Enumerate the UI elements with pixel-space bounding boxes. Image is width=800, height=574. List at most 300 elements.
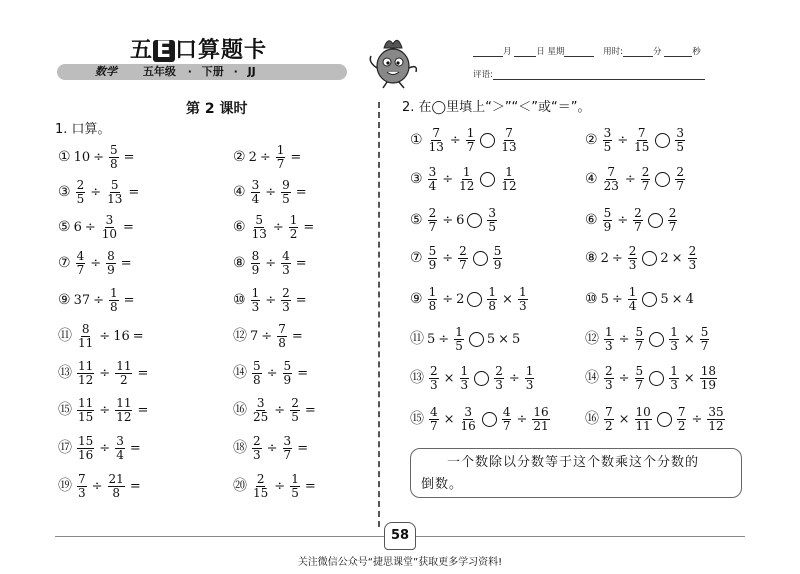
denominator: 12 xyxy=(708,419,724,433)
fraction xyxy=(252,473,269,500)
numerator: 2 xyxy=(688,244,697,258)
denominator: 12 xyxy=(78,373,94,387)
numerator: 11 xyxy=(78,359,94,373)
item-number: ② xyxy=(585,132,598,148)
numerator: 5 xyxy=(635,364,644,378)
answer-blank[interactable] xyxy=(310,257,350,271)
operator: = xyxy=(303,220,315,235)
answer-blank[interactable] xyxy=(304,151,344,165)
numerator: 5 xyxy=(700,325,709,339)
denominator: 8 xyxy=(110,300,118,314)
fraction xyxy=(428,207,438,234)
compare-circle-blank[interactable] xyxy=(469,332,484,347)
operator: = xyxy=(295,185,307,200)
fraction xyxy=(700,326,710,353)
answer-blank[interactable] xyxy=(137,221,177,235)
fraction xyxy=(628,286,638,313)
number: 10 xyxy=(73,150,91,165)
fraction xyxy=(106,250,116,277)
compare-circle-blank[interactable] xyxy=(467,292,482,307)
operator: = xyxy=(128,185,140,200)
fraction xyxy=(493,245,503,272)
denominator: 3 xyxy=(495,378,503,392)
numerator: 1 xyxy=(670,364,678,378)
operator: = xyxy=(137,366,149,381)
denominator: 25 xyxy=(253,410,269,424)
numerator: 1 xyxy=(251,286,260,300)
numerator: 7 xyxy=(505,126,513,140)
number: 6 xyxy=(456,213,465,228)
q2-item xyxy=(410,245,504,272)
comment-line: 评语: xyxy=(473,68,705,80)
q1-item xyxy=(233,250,350,277)
answer-blank[interactable] xyxy=(135,257,175,271)
fraction xyxy=(675,166,685,193)
number: 2 xyxy=(660,251,669,266)
operator: ÷ xyxy=(442,292,454,307)
numerator: 1 xyxy=(110,286,118,300)
operator: ÷ xyxy=(611,292,623,307)
denominator: 16 xyxy=(460,419,476,433)
q1-item xyxy=(233,179,350,206)
q1-item xyxy=(233,144,344,171)
fraction xyxy=(518,286,528,313)
fraction xyxy=(454,326,464,353)
item-number: ① xyxy=(410,132,423,148)
compare-circle-blank[interactable] xyxy=(480,172,495,187)
compare-circle-blank[interactable] xyxy=(655,172,670,187)
item-number: ④ xyxy=(233,184,246,200)
answer-blank[interactable] xyxy=(306,330,346,344)
fraction xyxy=(428,286,438,313)
q2-item xyxy=(410,326,520,353)
denominator: 9 xyxy=(493,258,502,272)
denominator: 7 xyxy=(466,140,475,154)
numerator: 2 xyxy=(253,434,261,448)
denominator: 15 xyxy=(634,140,650,154)
numerator: 3 xyxy=(676,126,685,140)
numerator: 1 xyxy=(670,325,678,339)
numerator: 1 xyxy=(462,165,471,179)
answer-blank[interactable] xyxy=(147,330,187,344)
fraction xyxy=(252,397,269,424)
item-number: ⑭ xyxy=(585,370,599,386)
operator: = xyxy=(123,150,135,165)
item-number: ⑩ xyxy=(585,291,598,307)
fraction xyxy=(77,473,87,500)
operator: ÷ xyxy=(261,329,273,344)
denominator: 3 xyxy=(605,378,613,392)
item-number: ⑤ xyxy=(58,219,71,235)
denominator: 4 xyxy=(251,192,260,206)
item-number: ⑥ xyxy=(585,212,598,228)
q1-item xyxy=(58,179,182,206)
subject-band: 数学 五年级 · 下册 · JJ xyxy=(57,64,347,80)
numerator: 7 xyxy=(78,472,86,486)
denominator: 7 xyxy=(430,419,438,433)
fraction xyxy=(604,365,614,392)
answer-blank[interactable] xyxy=(144,442,184,456)
operator: = xyxy=(120,256,132,271)
fraction xyxy=(500,127,517,154)
operator: = xyxy=(123,220,134,235)
numerator: 1 xyxy=(525,364,534,378)
numerator: 18 xyxy=(700,364,717,378)
numerator: 2 xyxy=(76,178,85,192)
fraction xyxy=(281,179,291,206)
operator: ÷ xyxy=(449,133,461,148)
compare-circle-blank[interactable] xyxy=(473,251,488,266)
numerator: 3 xyxy=(105,213,114,227)
item-number: ⑭ xyxy=(233,365,247,381)
operator: ÷ xyxy=(99,329,111,344)
answer-blank[interactable] xyxy=(310,294,350,308)
item-number: ⑳ xyxy=(233,478,247,494)
denominator: 3 xyxy=(460,378,469,392)
day-field[interactable] xyxy=(514,46,536,57)
q2-item xyxy=(585,166,687,193)
numerator: 2 xyxy=(428,206,437,220)
fraction xyxy=(603,127,613,154)
numerator: 7 xyxy=(637,126,646,140)
numerator: 3 xyxy=(603,126,612,140)
operator: ÷ xyxy=(617,213,629,228)
denominator: 5 xyxy=(76,192,85,206)
number: 16 xyxy=(113,329,130,344)
denominator: 5 xyxy=(488,220,497,234)
denominator: 11 xyxy=(78,336,94,350)
denominator: 3 xyxy=(251,300,260,314)
number: 7 xyxy=(250,329,259,344)
denominator: 2 xyxy=(605,419,613,433)
grade-label: 五年级 xyxy=(142,65,176,78)
compare-circle-blank[interactable] xyxy=(655,133,670,148)
answer-blank[interactable] xyxy=(151,404,191,418)
operator: × xyxy=(498,332,510,347)
answer-blank[interactable] xyxy=(138,294,178,308)
numerator: 1 xyxy=(466,126,475,140)
fraction xyxy=(707,406,724,433)
fraction xyxy=(675,127,685,154)
numerator: 16 xyxy=(533,405,549,419)
q2-item xyxy=(585,127,687,154)
numerator: 5 xyxy=(635,325,644,339)
fraction xyxy=(502,406,512,433)
weekday-field[interactable] xyxy=(564,46,594,57)
numerator: 7 xyxy=(605,405,613,419)
numerator: 3 xyxy=(256,396,265,410)
denominator: 3 xyxy=(605,339,613,353)
numerator: 1 xyxy=(605,325,613,339)
number: 2 xyxy=(248,150,257,165)
fraction xyxy=(251,287,261,314)
denominator: 7 xyxy=(76,263,85,277)
operator: = xyxy=(295,293,307,308)
denominator: 5 xyxy=(282,192,290,206)
fraction xyxy=(633,207,643,234)
column-divider xyxy=(378,102,380,527)
q1-item xyxy=(233,435,351,462)
number: 5 xyxy=(512,332,521,347)
item-number: ⑨ xyxy=(410,291,423,307)
numerator: 11 xyxy=(116,359,132,373)
month-field[interactable] xyxy=(473,46,503,57)
operator: ÷ xyxy=(93,150,105,165)
compare-circle-blank[interactable] xyxy=(648,213,663,228)
operator: ÷ xyxy=(624,172,636,187)
fraction xyxy=(669,365,679,392)
fraction xyxy=(281,250,291,277)
denominator: 12 xyxy=(116,410,132,424)
item-number: ⑫ xyxy=(233,328,247,344)
fraction xyxy=(109,144,119,171)
fraction xyxy=(76,179,86,206)
numerator: 15 xyxy=(78,434,94,448)
denominator: 5 xyxy=(676,140,685,154)
rule-note-line2: 倒数。 xyxy=(421,477,464,492)
operator: ÷ xyxy=(442,172,454,187)
denominator: 7 xyxy=(428,220,437,234)
item-number: ⑰ xyxy=(58,440,72,456)
q1-item xyxy=(58,360,191,387)
operator: ÷ xyxy=(99,366,111,381)
answer-blank[interactable] xyxy=(144,480,184,494)
item-number: ⑮ xyxy=(58,402,72,418)
numerator: 11 xyxy=(116,396,132,410)
operator: ÷ xyxy=(265,293,277,308)
numerator: 4 xyxy=(502,405,511,419)
denominator: 13 xyxy=(428,140,444,154)
operator: × xyxy=(671,251,683,266)
q1-item xyxy=(58,214,177,241)
item-number: ⑪ xyxy=(58,328,72,344)
brand-e-logo: E xyxy=(153,40,175,62)
denominator: 15 xyxy=(253,486,269,500)
numerator: 1 xyxy=(276,143,285,157)
answer-blank[interactable] xyxy=(142,186,182,200)
fraction xyxy=(251,250,261,277)
fraction xyxy=(604,326,614,353)
numerator: 11 xyxy=(78,396,94,410)
q1-item xyxy=(58,287,178,314)
numerator: 7 xyxy=(278,322,286,336)
denominator: 7 xyxy=(700,339,709,353)
answer-blank[interactable] xyxy=(311,442,351,456)
operator: = xyxy=(123,293,135,308)
item-number: ⑥ xyxy=(233,219,246,235)
q1-item xyxy=(233,214,357,241)
item-number: ⑬ xyxy=(58,365,72,381)
operator: ÷ xyxy=(84,220,96,235)
item-number: ⑨ xyxy=(58,292,71,308)
numerator: 2 xyxy=(430,364,438,378)
operator: ÷ xyxy=(516,412,528,427)
fraction xyxy=(487,286,497,313)
operator: × xyxy=(618,412,630,427)
numerator: 2 xyxy=(634,206,642,220)
denominator: 3 xyxy=(253,448,261,462)
numerator: 1 xyxy=(428,285,437,299)
fraction xyxy=(108,473,125,500)
footer-text: 关注微信公众号“捷思课堂”获取更多学习资料! xyxy=(297,557,503,568)
operator: ÷ xyxy=(274,403,286,418)
denominator: 5 xyxy=(291,410,299,424)
operator: ÷ xyxy=(90,185,102,200)
fraction xyxy=(252,435,262,462)
q1-item xyxy=(58,435,184,462)
operator: ÷ xyxy=(259,150,271,165)
denominator: 19 xyxy=(700,378,717,392)
operator: = xyxy=(137,403,149,418)
compare-circle-blank[interactable] xyxy=(467,213,482,228)
numerator: 2 xyxy=(641,165,650,179)
compare-circle-blank[interactable] xyxy=(482,412,497,427)
fraction xyxy=(466,127,476,154)
denominator: 7 xyxy=(641,179,650,193)
fraction xyxy=(628,245,638,272)
fraction xyxy=(688,245,698,272)
operator: × xyxy=(443,412,455,427)
q2-item xyxy=(585,245,699,272)
numerator: 5 xyxy=(110,143,118,157)
denominator: 8 xyxy=(112,486,120,500)
operator: ÷ xyxy=(611,251,623,266)
fraction xyxy=(669,326,679,353)
answer-blank[interactable] xyxy=(310,186,350,200)
compare-circle-blank[interactable] xyxy=(642,292,657,307)
item-number: ⑲ xyxy=(58,478,72,494)
compare-circle-blank[interactable] xyxy=(649,332,664,347)
fraction xyxy=(276,144,286,171)
numerator: 8 xyxy=(107,249,115,263)
denominator: 3 xyxy=(78,486,86,500)
operator: = xyxy=(304,479,316,494)
operator: × xyxy=(683,371,695,386)
compare-circle-blank[interactable] xyxy=(657,412,672,427)
edition-label: JJ xyxy=(247,65,256,78)
numerator: 2 xyxy=(668,206,677,220)
q2-item xyxy=(585,207,679,234)
numerator: 2 xyxy=(459,244,467,258)
numerator: 2 xyxy=(676,165,685,179)
lesson-title: 第 2 课时 xyxy=(186,101,248,117)
number: 5 xyxy=(427,332,436,347)
fraction xyxy=(115,397,132,424)
q2-item xyxy=(585,286,694,313)
denominator: 4 xyxy=(116,448,124,462)
item-number: ⑤ xyxy=(410,212,423,228)
subject-label: 数学 xyxy=(95,65,117,78)
compare-circle-blank[interactable] xyxy=(480,133,495,148)
denominator: 3 xyxy=(282,263,290,277)
item-number: ⑦ xyxy=(410,250,423,266)
operator: × xyxy=(443,371,455,386)
compare-circle-blank[interactable] xyxy=(474,371,489,386)
term-label: 下册 xyxy=(201,65,224,78)
fraction xyxy=(668,207,678,234)
q2-item xyxy=(410,207,499,234)
item-number: ② xyxy=(233,149,246,165)
numerator: 2 xyxy=(605,364,613,378)
numerator: 1 xyxy=(518,285,527,299)
numerator: 8 xyxy=(81,322,90,336)
number: 5 xyxy=(660,292,669,307)
denominator: 10 xyxy=(101,227,118,241)
numerator: 2 xyxy=(256,472,265,486)
denominator: 7 xyxy=(283,448,292,462)
operator: ÷ xyxy=(618,371,630,386)
denominator: 12 xyxy=(501,179,517,193)
q2-item xyxy=(410,166,520,193)
answer-blank[interactable] xyxy=(151,367,191,381)
numerator: 5 xyxy=(603,206,612,220)
answer-blank[interactable] xyxy=(319,480,359,494)
fraction xyxy=(290,397,300,424)
fraction xyxy=(604,406,614,433)
number: 2 xyxy=(600,251,609,266)
numerator: 3 xyxy=(283,434,292,448)
item-number: ① xyxy=(58,149,71,165)
number: 5 xyxy=(600,292,609,307)
second-field[interactable] xyxy=(664,46,692,57)
denominator: 5 xyxy=(603,140,612,154)
rule-note-line1: 一个数除以分数等于这个数乘这个分数的 xyxy=(447,455,700,470)
fraction xyxy=(289,214,299,241)
fraction xyxy=(251,214,268,241)
denominator: 12 xyxy=(459,179,475,193)
operator: ÷ xyxy=(442,251,454,266)
denominator: 3 xyxy=(518,299,527,313)
operator: ÷ xyxy=(617,133,629,148)
operator: ÷ xyxy=(691,412,703,427)
q2-item xyxy=(410,365,536,392)
date-time-line: 月 日 星期 用时: 分 秒 xyxy=(473,45,701,57)
numerator: 4 xyxy=(430,405,438,419)
denominator: 7 xyxy=(459,258,467,272)
answer-blank[interactable] xyxy=(311,367,351,381)
operator: ÷ xyxy=(266,366,278,381)
item-number: ③ xyxy=(58,184,71,200)
numerator: 5 xyxy=(283,359,292,373)
denominator: 9 xyxy=(107,263,115,277)
numerator: 5 xyxy=(110,178,119,192)
operator: = xyxy=(295,256,307,271)
denominator: 3 xyxy=(688,258,697,272)
compare-circle-blank[interactable] xyxy=(649,371,664,386)
operator: ÷ xyxy=(618,332,630,347)
numerator: 35 xyxy=(708,405,724,419)
fraction xyxy=(460,406,477,433)
denominator: 13 xyxy=(251,227,267,241)
fraction xyxy=(500,166,517,193)
denominator: 13 xyxy=(501,140,517,154)
numerator: 5 xyxy=(428,244,437,258)
fraction xyxy=(532,406,549,433)
operator: ÷ xyxy=(274,479,286,494)
numerator: 3 xyxy=(428,165,437,179)
operator: ÷ xyxy=(265,256,277,271)
compare-circle-blank[interactable] xyxy=(642,251,657,266)
item-number: ⑩ xyxy=(233,292,246,308)
operator: = xyxy=(129,479,141,494)
minute-field[interactable] xyxy=(623,46,653,57)
numerator: 2 xyxy=(291,396,299,410)
answer-blank[interactable] xyxy=(138,151,178,165)
q2-item xyxy=(410,286,530,313)
comment-field[interactable] xyxy=(493,69,705,80)
answer-blank[interactable] xyxy=(319,404,359,418)
answer-blank[interactable] xyxy=(317,221,357,235)
